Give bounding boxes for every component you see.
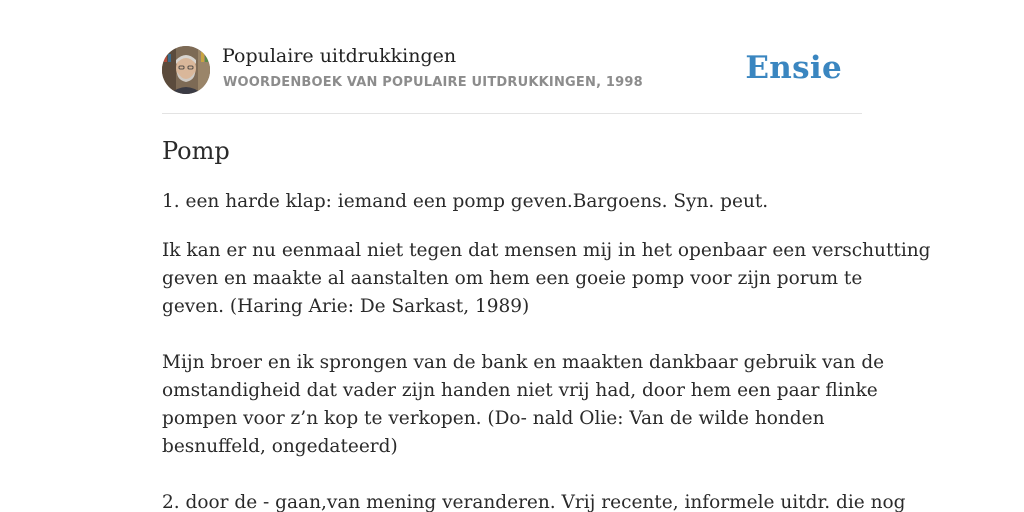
content-column [162, 0, 931, 512]
quote-1-line: Ik kan er nu eenmaal niet tegen dat mensen mij in het openbaar een verschutting [162, 240, 931, 261]
author-avatar [162, 46, 210, 94]
paragraph-gap [162, 461, 862, 489]
quote-2-line: Mijn broer en ik sprongen van de bank en maakten dankbaar gebruik van de [162, 352, 885, 373]
entry-body [162, 237, 931, 512]
quote-1-line: geven en maakte al aanstalten om hem een goeie pomp voor zijn porum te [162, 268, 863, 289]
quote-1-line: geven. (Haring Arie: De Sarkast, 1989) [162, 296, 530, 317]
ensie-logo[interactable]: Ensie [745, 50, 842, 86]
source-title[interactable]: Populaire uitdrukkingen [222, 45, 457, 67]
definition-1: 1. een harde klap: iemand een pomp geven.Bargoens. Syn. peut. [162, 191, 769, 212]
source-subtitle: WOORDENBOEK VAN POPULAIRE UITDRUKKINGEN, 1998 [223, 75, 643, 90]
portrait-icon [162, 46, 210, 94]
definition-2: 2. door de - gaan,van mening veranderen. Vrij recente, informele uitdr. die nog [162, 492, 906, 512]
entry-title: Pomp [162, 137, 230, 165]
source-header [162, 0, 862, 114]
paragraph-gap [162, 321, 862, 349]
quote-2-line: besnuffeld, ongedateerd) [162, 436, 398, 457]
quote-2-line: omstandigheid dat vader zijn handen niet vrij had, door hem een paar flinke [162, 380, 878, 401]
quote-2-line: pompen voor z’n kop te verkopen. (Do- nald Olie: Van de wilde honden [162, 408, 825, 429]
